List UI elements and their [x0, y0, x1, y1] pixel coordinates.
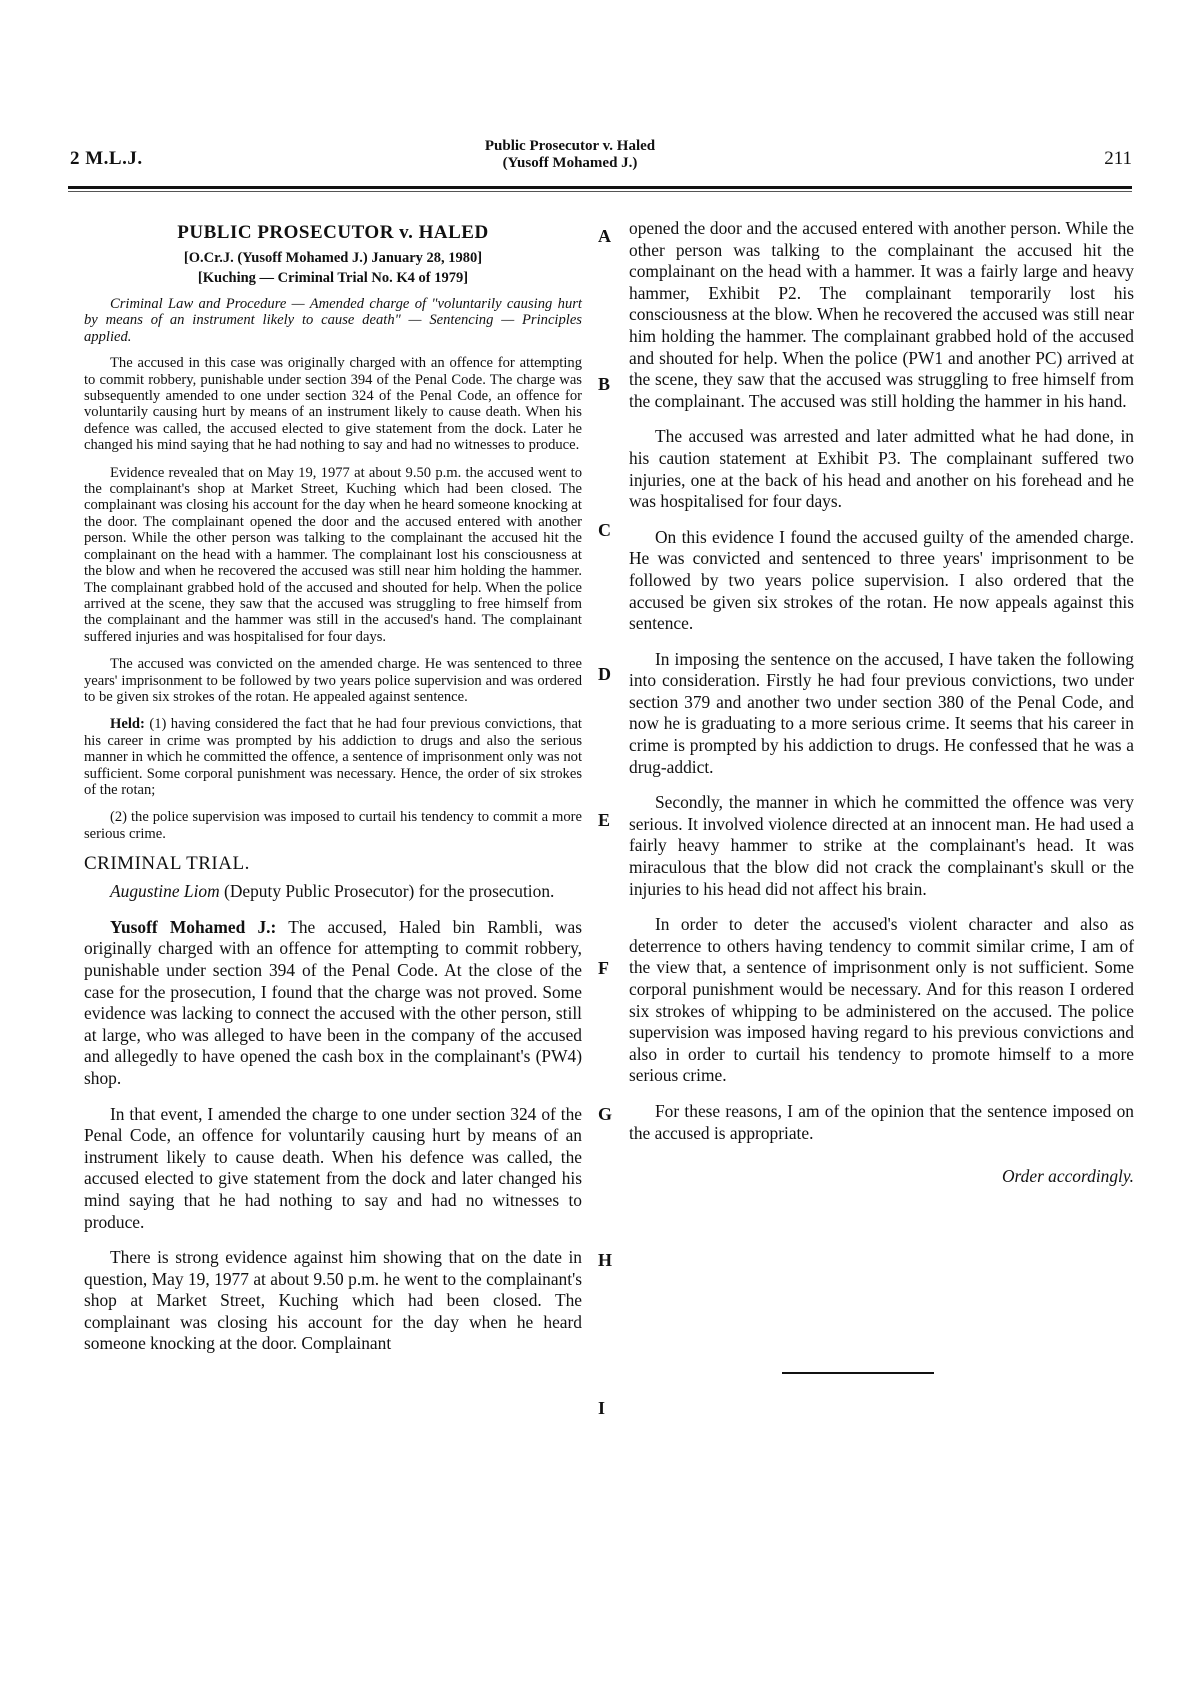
judgment-paragraph [84, 917, 582, 1090]
held-text: (1) having considered the fact that he had four previous convictions, that his career in crime was prompted by his addiction to drugs and also the serious manner in which he committed the offence, a sentence of imprisonment only was not sufficient. Some corporal punishment was necessary. Hence, the order of six strokes of the rotan; [84, 716, 582, 798]
counsel-name: Augustine Liom [110, 881, 220, 902]
margin-letter-i: I [598, 1398, 606, 1418]
margin-letter-e: E [598, 810, 611, 830]
margin-letter-b: B [598, 374, 611, 394]
header-rule-thin [68, 191, 1132, 192]
counsel-paragraph [84, 881, 582, 903]
headnote-paragraph: The accused was convicted on the amended charge. He was sentenced to three years' imprisonment to be followed by two years police supervision and was ordered to be given six strokes of the rotan. He appealed against sentence. [84, 656, 582, 705]
case-citation: [O.Cr.J. (Yusoff Mohamed J.) January 28, 1980] [183, 250, 483, 266]
closing-order: Order accordingly. [1001, 1166, 1134, 1187]
section-heading: CRIMINAL TRIAL. [84, 853, 250, 875]
case-title: PUBLIC PROSECUTOR v. HALED [177, 222, 489, 243]
judgment-paragraph: opened the door and the accused entered with another person. While the other person was talking to the complainant the accused hit the complainant on the head with a hammer. It was a fairly large and heavy hammer, Exhibit P2. The complainant temporarily lost his consciousness at the blow. When he recovered the accused was still near him holding the hammer. The complainant grabbed hold of the accused and shouted for help. When the police (PW1 and another PC) arrived at the scene, they saw that the accused was struggling to free himself from the complainant. The accused was still holding the hammer in his hand. [629, 218, 1134, 411]
judgment-paragraph: Secondly, the manner in which he committed the offence was very serious. It involved violence directed at an innocent man. He had used a fairly heavy hammer to strike at the complainant's head. It was miraculous that the blow did not crack the complainant's skull or the injuries to his head did not affect his brain. [629, 792, 1134, 899]
margin-letter-c: C [598, 520, 611, 540]
right-column [629, 218, 1134, 1187]
running-title [420, 138, 720, 172]
judgment-paragraph: There is strong evidence against him showing that on the date in question, May 19, 1977 at about 9.50 p.m. he went to the complainant's shop at Market Street, Kuching which had been closed. The complainant was closing his account for the day when he heard someone knocking at the door. Complainant [84, 1247, 582, 1354]
judgment-paragraph: In that event, I amended the charge to one under section 324 of the Penal Code, an offence for voluntarily causing hurt by means of an instrument likely to cause death. When his defence was called, the accused elected to give statement from the dock and later changed his mind saying that he had nothing to say and had no witnesses to produce. [84, 1103, 582, 1232]
judgment-paragraph: In imposing the sentence on the accused, I have taken the following into consideration. Firstly he had four previous convictions, two under section 379 and another two under section 380 of the Penal Code, and now he is graduating to a more serious crime. It seems that his career in crime is prompted by his addiction to drugs. He confessed that he was a drug-addict. [629, 648, 1134, 777]
held-paragraph: (2) the police supervision was imposed to curtail his tendency to commit a more serious crime. [84, 809, 582, 842]
judgment-paragraph: On this evidence I found the accused guilty of the amended charge. He was convicted and sentenced to three years' imprisonment to be followed by two years police supervision. I also ordered that the accused be given six strokes of the rotan. He now appeals against this sentence. [629, 526, 1134, 634]
judgment-paragraph: The accused was arrested and later admitted what he had done, in his caution statement at Exhibit P3. The complainant suffered two injuries, one at the back of his head and another on his forehead and he was hospitalised for four days. [629, 426, 1134, 512]
running-title-line1: Public Prosecutor v. Haled [484, 138, 656, 154]
headnote-paragraph: The accused in this case was originally charged with an offence for attempting to commit robbery, punishable under section 394 of the Penal Code. The charge was subsequently amended to one under section 324 of the Penal Code, an offence for voluntarily causing hurt by means of an instrument likely to cause death. When his defence was called, the accused elected to give statement from the dock. Later he changed his mind saying that he had nothing to say and had no witnesses to produce. [84, 355, 582, 454]
journal-reference: 2 M.L.J. [70, 148, 143, 169]
margin-letter-d: D [598, 664, 611, 684]
judgment-paragraph: In order to deter the accused's violent character and also as deterrence to others having tendency to commit similar crime, I am of the view that, a sentence of imprisonment only is not sufficient. Some corporal punishment would be necessary. And for this reason I ordered six strokes of whipping to be administered on the accused. The police supervision was imposed having regard to his previous convictions and also in order to curtail his tendency to promote himself to a more serious crime. [629, 914, 1134, 1086]
page-number: 211 [1104, 148, 1132, 169]
judge-name: Yusoff Mohamed J.: [110, 916, 277, 937]
judgment-paragraph: For these reasons, I am of the opinion that the sentence imposed on the accused is appropriate. [629, 1100, 1134, 1143]
held-paragraph [84, 716, 582, 798]
margin-letter-f: F [598, 958, 609, 978]
margin-letter-h: H [598, 1250, 613, 1270]
header-rule [68, 186, 1132, 189]
judgment-text: The accused, Haled bin Rambli, was originally charged with an offence for attempting to commit robbery, punishable under section 394 of the Penal Code. At the close of the case for the prosecution, I found that the charge was not proved. Some evidence was lacking to connect the accused with the other person, still at large, who was alleged to have been in the company of the accused and allegedly to have opened the cash box in the complainant's (PW4) shop. [84, 916, 583, 1088]
margin-letter-a: A [598, 226, 611, 246]
running-title-line2: (Yusoff Mohamed J.) [502, 155, 638, 171]
catchwords: Criminal Law and Procedure — Amended charge of "voluntarily causing hurt by means of an instrument likely to cause death" — Sentencing — Principles applied. [84, 296, 582, 345]
counsel-role: (Deputy Public Prosecutor) for the prosecution. [224, 881, 555, 902]
held-label: Held: [110, 716, 145, 733]
headnote-paragraph: Evidence revealed that on May 19, 1977 at about 9.50 p.m. the accused went to the complainant's shop at Market Street, Kuching which had been closed. The complainant was closing his account for the day when he heard someone knocking at the door. The complainant opened the door and the accused entered with another person. While the other person was talking to the complainant the accused hit the complainant on the head with a hammer. The complainant lost his consciousness at the blow and when he recovered the accused was still near him holding the hammer. The complainant grabbed hold of the accused and shouted for help. When the police arrived at the scene, they saw that the accused was struggling to free himself from the complainant and the hammer was still in the accused's hand. The complainant suffered injuries and was hospitalised for four days. [84, 464, 582, 645]
margin-letter-g: G [598, 1104, 613, 1124]
left-column [84, 218, 582, 1369]
end-rule [782, 1372, 934, 1374]
case-court: [Kuching — Criminal Trial No. K4 of 1979] [197, 270, 469, 286]
